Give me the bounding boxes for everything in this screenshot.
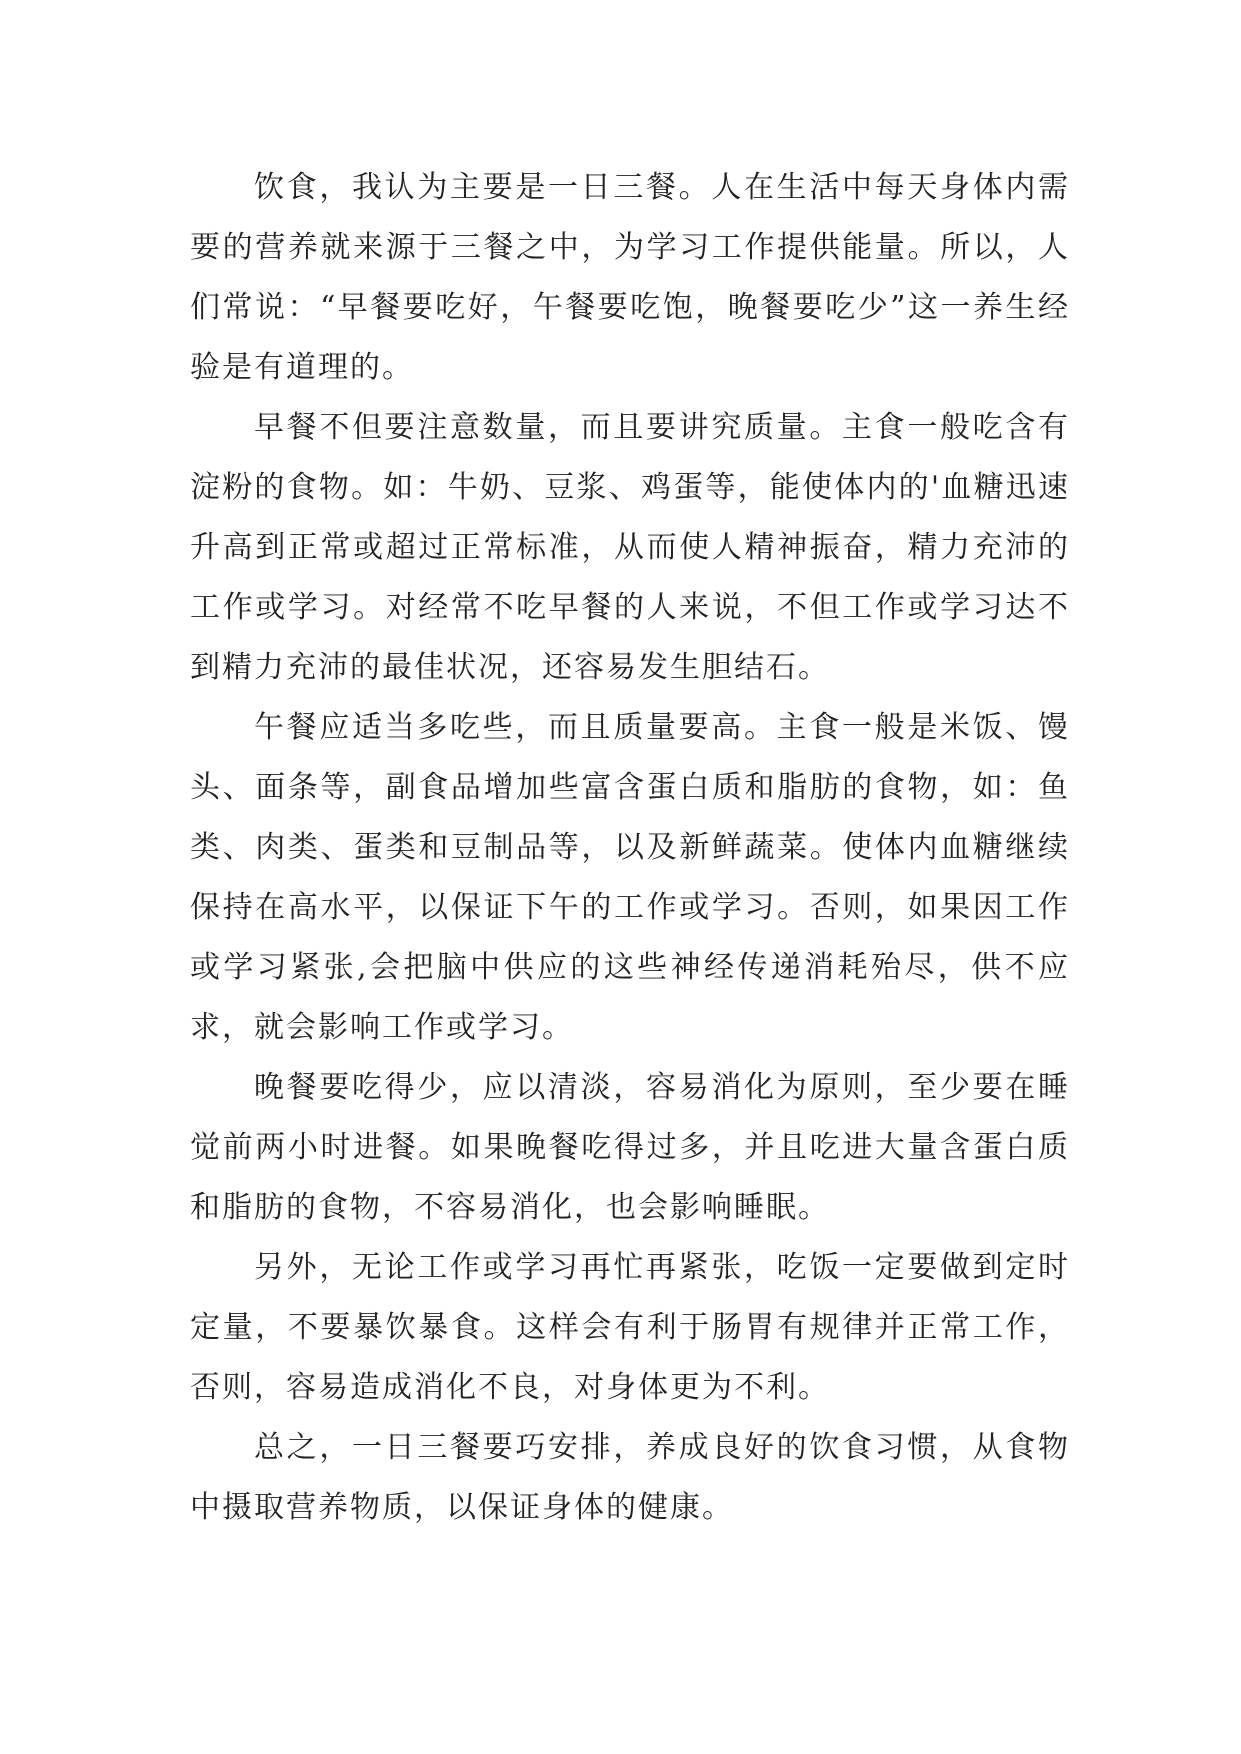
paragraph-breakfast: 早餐不但要注意数量，而且要讲究质量。主食一般吃含有淀粉的食物。如：牛奶、豆浆、鸡蛋等，能使体内的'血糖迅速升高到正常或超过正常标准，从而使人精神振奋，精力充沛的工作或学习。对经常不吃早餐的人来说，不但工作或学习达不到精力充沛的最佳状况，还容易发生胆结石。	[190, 410, 1070, 685]
paragraph-dinner: 晚餐要吃得少，应以清淡，容易消化为原则，至少要在睡觉前两小时进餐。如果晚餐吃得过多，并且吃进大量含蛋白质和脂肪的食物，不容易消化，也会影响睡眠。	[190, 1070, 1070, 1225]
document-body	[190, 158, 1070, 1538]
paragraph-lunch: 午餐应适当多吃些，而且质量要高。主食一般是米饭、馒头、面条等，副食品增加些富含蛋白质和脂肪的食物，如：鱼类、肉类、蛋类和豆制品等，以及新鲜蔬菜。使体内血糖继续保持在高水平，以保证下午的工作或学习。否则，如果因工作或学习紧张,会把脑中供应的这些神经传递消耗殆尽，供不应求，就会影响工作或学习。	[190, 710, 1070, 1045]
paragraph-intro: 饮食，我认为主要是一日三餐。人在生活中每天身体内需要的营养就来源于三餐之中，为学习工作提供能量。所以，人们常说：“早餐要吃好，午餐要吃饱，晚餐要吃少”这一养生经验是有道理的。	[190, 170, 1070, 385]
paragraph-conclusion: 总之，一日三餐要巧安排，养成良好的饮食习惯，从食物中摄取营养物质，以保证身体的健康。	[190, 1430, 1070, 1525]
paragraph-regularity: 另外，无论工作或学习再忙再紧张，吃饭一定要做到定时定量，不要暴饮暴食。这样会有利于肠胃有规律并正常工作，否则，容易造成消化不良，对身体更为不利。	[190, 1250, 1070, 1405]
